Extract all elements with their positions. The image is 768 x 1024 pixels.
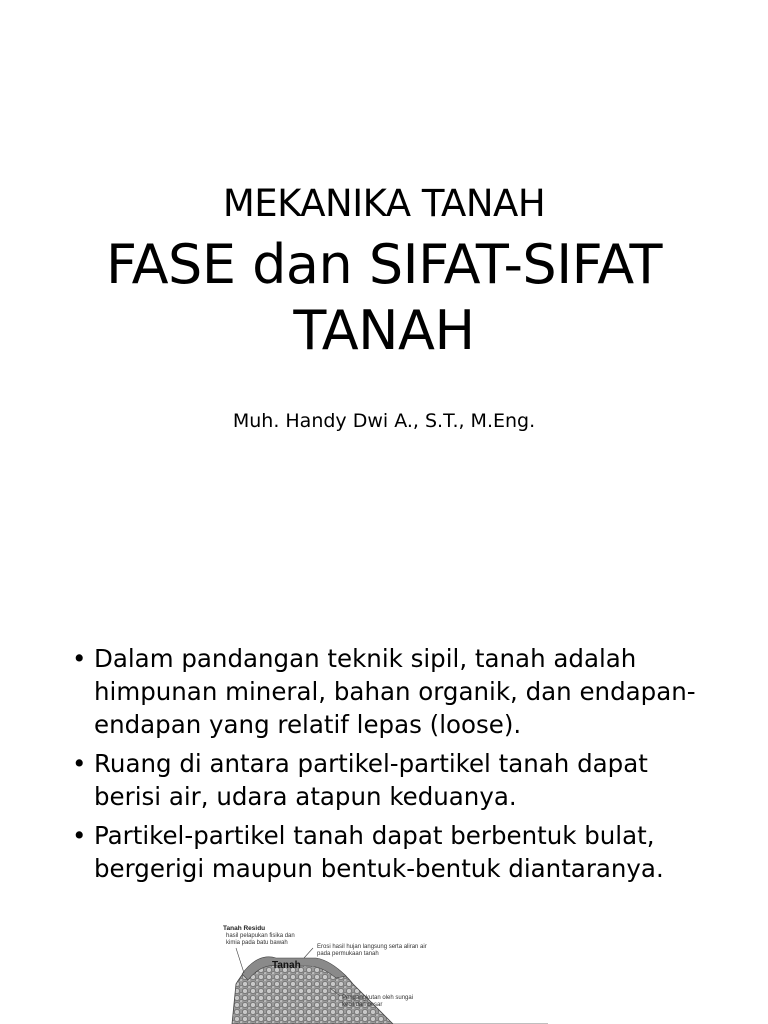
bullet-text: Dalam pandangan teknik sipil, tanah adalah himpunan mineral, bahan organik, dan endapan-endapan yang relatif lepas (loose). [94,644,696,739]
figure-label-erosi2: pada permukaan tanah [317,951,379,957]
figure-label-residu: Tanah Residu [223,925,266,932]
bullet-marker: • [72,749,87,778]
bullet-marker: • [72,821,87,850]
bullet-item [72,642,722,741]
pointer-line-erosi [304,948,313,958]
bullet-item [72,819,722,885]
figure-label-tanah: Tanah [272,960,301,971]
slide-title-top: MEKANIKA TANAH [222,182,546,225]
slide-title-main [0,232,768,364]
figure-label-erosi1: Erosi hasil hujan langsung serta aliran air [317,944,427,950]
figure-label-angkut2: kecil dan besar [342,1002,383,1008]
bullet-marker: • [72,644,87,673]
soil-formation-figure [218,918,548,1024]
figure-label-angkut1: Pengangkutan oleh sungai [342,995,414,1001]
figure-label-residu-desc1: hasil pelapukan fisika dan [226,933,295,939]
figure-label-residu-desc2: kimia pada batu bawah [226,940,288,946]
title-line-2: TANAH [293,299,475,362]
bullet-item [72,747,722,813]
bullet-list [72,642,722,891]
title-line-1: FASE dan SIFAT-SIFAT [106,233,662,296]
author-subtitle: Muh. Handy Dwi A., S.T., M.Eng. [232,410,536,432]
bullet-text: Ruang di antara partikel-partikel tanah dapat berisi air, udara atapun keduanya. [94,749,648,811]
bullet-text: Partikel-partikel tanah dapat berbentuk bulat, bergerigi maupun bentuk-bentuk diantaranya. [94,821,664,883]
pointer-line-residu [236,948,244,973]
